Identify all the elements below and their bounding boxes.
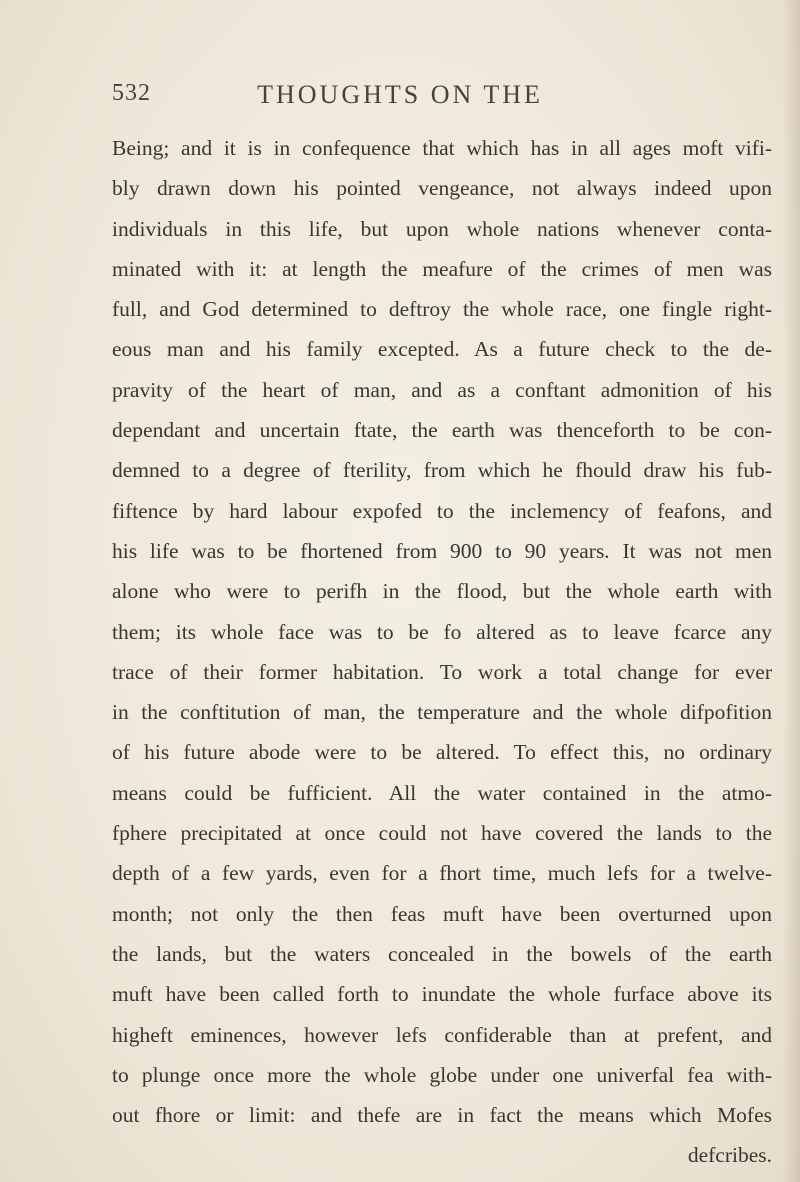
text-line: bly drawn down his pointed vengeance, not always indeed upon xyxy=(112,176,772,201)
text-line: higheft eminences, however lefs confiderable than at prefent, and xyxy=(112,1022,772,1047)
text-line: means could be fufficient. All the water contained in the atmo- xyxy=(112,780,772,805)
text-line: his life was to be fhortened from 900 to 90 years. It was not men xyxy=(112,538,772,563)
text-line: in the conftitution of man, the temperature and the whole difpofition xyxy=(112,700,772,725)
text-line: demned to a degree of fterility, from which he fhould draw his fub- xyxy=(112,458,772,483)
page-edge-shadow xyxy=(782,0,800,1182)
text-line: out fhore or limit: and thefe are in fact the means which Mofes xyxy=(112,1103,772,1128)
text-line: them; its whole face was to be fo altered as to leave fcarce any xyxy=(112,619,772,644)
text-line: depth of a few yards, even for a fhort time, much lefs for a twelve- xyxy=(112,861,772,886)
text-line: minated with it: at length the meafure of the crimes of men was xyxy=(112,256,772,281)
text-line: eous man and his family excepted. As a future check to the de- xyxy=(112,337,772,362)
text-line: fiftence by hard labour expofed to the inclemency of feafons, and xyxy=(112,498,772,523)
text-line: Being; and it is in confequence that which has in all ages moft vifi- xyxy=(112,136,772,160)
text-line: individuals in this life, but upon whole nations whenever conta- xyxy=(112,216,772,241)
page-header xyxy=(0,80,800,120)
running-head: THOUGHTS ON THE xyxy=(257,80,543,109)
body-text xyxy=(112,128,772,1176)
page-number: 532 xyxy=(112,80,151,106)
text-line: fphere precipitated at once could not have covered the lands to the xyxy=(112,821,772,846)
text-line: dependant and uncertain ftate, the earth was thenceforth to be con- xyxy=(112,418,772,443)
text-line: pravity of the heart of man, and as a conftant admonition of his xyxy=(112,377,772,402)
text-line: full, and God determined to deftroy the whole race, one fingle right- xyxy=(112,297,772,322)
text-line: alone who were to perifh in the flood, but the whole earth with xyxy=(112,579,772,604)
catchword-line: defcribes. xyxy=(687,1143,772,1168)
text-line: trace of their former habitation. To work a total change for ever xyxy=(112,659,772,684)
text-line: of his future abode were to be altered. To effect this, no ordinary xyxy=(112,740,772,765)
text-line: muft have been called forth to inundate the whole furface above its xyxy=(112,982,772,1007)
text-line: month; not only the then feas muft have been overturned upon xyxy=(112,901,772,926)
text-line: the lands, but the waters concealed in the bowels of the earth xyxy=(112,941,772,966)
text-line: to plunge once more the whole globe under one univerfal fea with- xyxy=(112,1062,772,1087)
